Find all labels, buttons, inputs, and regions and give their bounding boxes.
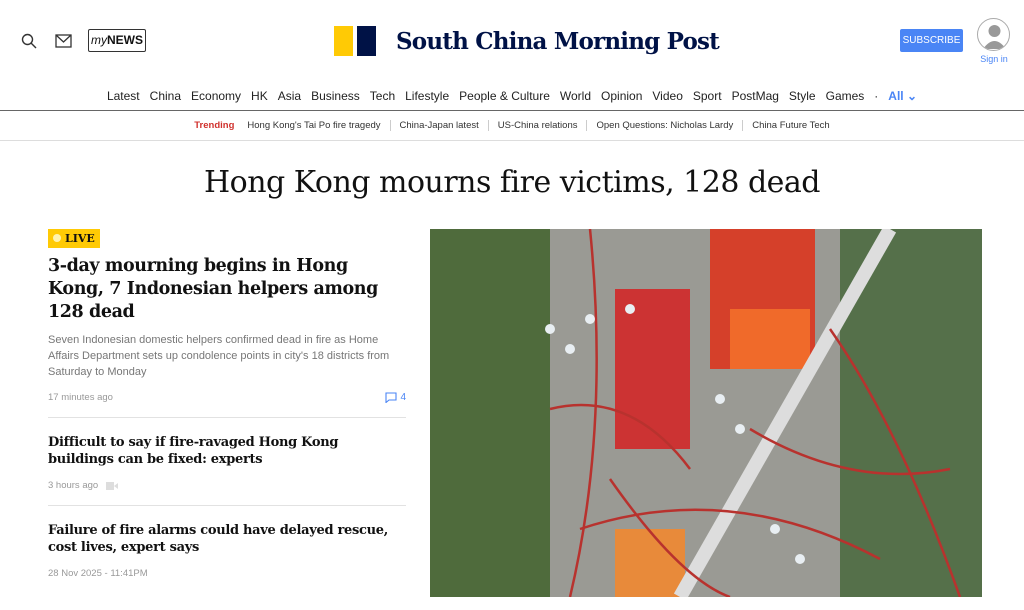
trending-link[interactable]: China-Japan latest [390,120,488,131]
nav-tech[interactable]: Tech [369,89,396,103]
trending-label: Trending [194,120,235,131]
timestamp: 28 Nov 2025 - 11:41PM [48,568,148,579]
sign-in-link[interactable]: Sign in [980,54,1008,64]
nav-postmag[interactable]: PostMag [731,89,779,103]
search-icon[interactable] [21,33,37,49]
nav-opinion[interactable]: Opinion [601,89,643,103]
main-nav [0,89,1024,103]
trending-link[interactable]: China Future Tech [742,120,838,131]
divider [48,505,406,506]
nav-business[interactable]: Business [311,89,360,103]
subscribe-button[interactable]: SUBSCRIBE [900,29,963,52]
story-meta [48,480,406,491]
nav-china[interactable]: China [149,89,182,103]
trending-link[interactable]: Open Questions: Nicholas Lardy [586,120,742,131]
story-title[interactable]: Failure of fire alarms could have delayed rescue, cost lives, expert says [48,523,389,555]
nav-people-culture[interactable]: People & Culture [459,89,550,103]
nav-world[interactable]: World [559,89,592,103]
nav-separator: · [874,89,879,103]
lead-story-summary: Seven Indonesian domestic helpers confirmed dead in fire as Home Affairs Department sets up condolence points in city's 18 districts from Saturday to Monday [48,334,390,378]
comment-icon [385,392,397,403]
trending-link[interactable]: US-China relations [488,120,587,131]
nav-all[interactable]: All ⌄ [888,89,918,103]
divider [0,110,1024,111]
divider [0,140,1024,141]
live-badge: LIVE [48,229,100,248]
timestamp: 3 hours ago [48,480,99,491]
nav-sport[interactable]: Sport [692,89,722,103]
lead-story-title[interactable]: 3-day mourning begins in Hong Kong, 7 Indonesian helpers among 128 dead [48,256,378,322]
live-dot-icon [53,234,61,242]
nav-video[interactable]: Video [652,89,683,103]
lead-story-photo[interactable] [430,229,982,597]
mail-icon[interactable] [55,34,72,48]
nav-latest[interactable]: Latest [106,89,140,103]
video-icon [106,482,118,490]
timestamp: 17 minutes ago [48,392,113,403]
story-title[interactable]: Difficult to say if fire-ravaged Hong Kong buildings can be fixed: experts [48,435,339,467]
story-list [48,229,406,579]
trending-link[interactable]: Hong Kong's Tai Po fire tragedy [247,120,381,131]
lead-story-meta [48,392,406,403]
nav-hk[interactable]: HK [251,89,268,103]
scmp-logo[interactable] [334,26,719,56]
nav-style[interactable]: Style [788,89,816,103]
logo-yellow-block [334,26,353,56]
nav-asia[interactable]: Asia [277,89,302,103]
nav-games[interactable]: Games [825,89,865,103]
page-headline[interactable]: Hong Kong mourns fire victims, 128 dead [203,165,821,200]
divider [48,417,406,418]
nav-economy[interactable]: Economy [191,89,242,103]
nav-lifestyle[interactable]: Lifestyle [405,89,450,103]
comments-link[interactable]: 4 [385,392,406,403]
logo-text: South China Morning Post [396,27,720,55]
logo-navy-block [357,26,376,56]
trending-bar [0,120,1024,131]
avatar-icon[interactable] [977,18,1010,51]
mynews-button[interactable]: myNEWS [88,29,146,52]
story-meta [48,568,406,579]
chevron-down-icon: ⌄ [906,89,918,103]
